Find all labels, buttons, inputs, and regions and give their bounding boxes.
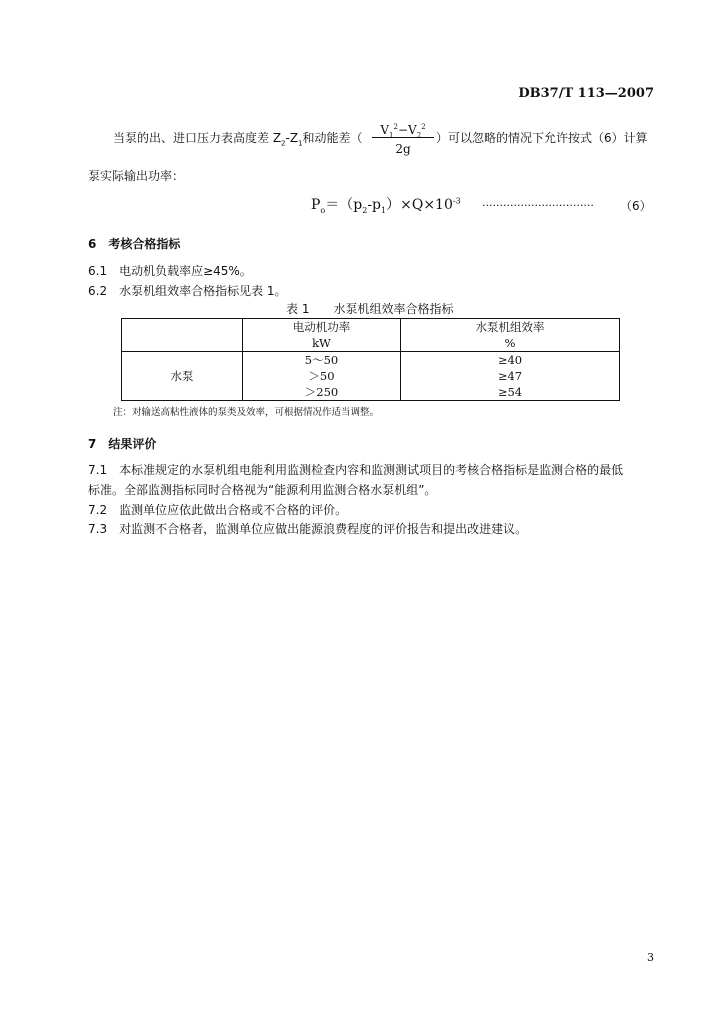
clause-7-1-line1: 7.1 本标准规定的水泵机组电能利用监测检查内容和监测测试项目的考核合格指标是监测合格的最低 bbox=[88, 463, 624, 477]
v2-subscript: 2 bbox=[416, 131, 422, 140]
page-number: 3 bbox=[647, 951, 654, 964]
p1-subscript: 1 bbox=[381, 205, 387, 215]
p2-subscript: 2 bbox=[362, 205, 368, 215]
power-value: 5～50 bbox=[304, 353, 339, 367]
power-symbol: P bbox=[311, 197, 321, 213]
efficiency-values-cell bbox=[401, 352, 620, 401]
power-value: ＞50 bbox=[308, 369, 335, 383]
fraction-bar bbox=[372, 137, 434, 138]
efficiency-value: ≥40 bbox=[497, 353, 523, 367]
formula-eq-open: ＝（p bbox=[325, 197, 363, 213]
table-header-power bbox=[243, 319, 401, 352]
efficiency-header: 水泵机组效率 bbox=[475, 320, 545, 334]
formula-close-times: ）×Q×10 bbox=[386, 197, 453, 213]
table-1-caption: 表 1 水泵机组效率合格指标 bbox=[286, 302, 454, 316]
kinetic-energy-fraction bbox=[372, 118, 434, 157]
formula-exponent: -3 bbox=[452, 196, 461, 206]
clause-6-1: 6.1 电动机负载率应≥45%。 bbox=[88, 264, 252, 278]
z1-subscript: 1 bbox=[298, 139, 303, 148]
table-header-row bbox=[122, 319, 620, 352]
standard-code: DB37/T 113—2007 bbox=[518, 86, 654, 101]
row-label-cell bbox=[122, 352, 243, 401]
power-value: ＞250 bbox=[304, 385, 339, 399]
intro-suffix: 和动能差（ bbox=[302, 131, 363, 145]
table-header-efficiency bbox=[401, 319, 620, 352]
table-row bbox=[122, 352, 620, 401]
pump-label: 水泵 bbox=[170, 369, 194, 383]
clause-6-2: 6.2 水泵机组效率合格指标见表 1。 bbox=[88, 284, 287, 298]
section-7-heading: 7 结果评价 bbox=[88, 437, 157, 451]
v1-superscript: 2 bbox=[393, 123, 398, 131]
formula-intro-line1 bbox=[113, 128, 363, 153]
clause-7-3: 7.3 对监测不合格者，监测单位应做出能源浪费程度的评价报告和提出改进建议。 bbox=[88, 522, 528, 536]
v2-symbol: −V bbox=[397, 123, 417, 137]
formula-leader-dots: ································ bbox=[482, 199, 594, 212]
fraction-denominator: 2g bbox=[395, 142, 411, 156]
intro-z-mid: -Z bbox=[285, 131, 299, 145]
power-values-cell bbox=[243, 352, 401, 401]
formula-intro-after-fraction: ）可以忽略的情况下允许按式（6）计算 bbox=[436, 131, 648, 145]
v2-superscript: 2 bbox=[421, 123, 426, 131]
table-header-empty bbox=[122, 319, 243, 352]
clause-7-2: 7.2 监测单位应依此做出合格或不合格的评价。 bbox=[88, 503, 348, 517]
efficiency-value: ≥54 bbox=[497, 385, 523, 399]
power-unit: kW bbox=[312, 336, 331, 350]
v1-subscript: 1 bbox=[389, 131, 394, 140]
power-header: 电动机功率 bbox=[292, 320, 351, 334]
formula-minus: -p bbox=[367, 197, 382, 213]
efficiency-value: ≥47 bbox=[497, 369, 523, 383]
clause-7-1-line2: 标准。全部监测指标同时合格视为“能源利用监测合格水泵机组”。 bbox=[88, 483, 437, 497]
efficiency-table bbox=[121, 318, 620, 401]
efficiency-unit: % bbox=[504, 336, 516, 350]
formula-intro-line2: 泵实际输出功率： bbox=[88, 169, 185, 183]
section-6-heading: 6 考核合格指标 bbox=[88, 237, 181, 251]
table-note: 注：对输送高粘性液体的泵类及效率，可根据情况作适当调整。 bbox=[113, 407, 380, 418]
v1-symbol: V bbox=[380, 123, 390, 137]
intro-prefix: 当泵的出、进口压力表高度差 Z bbox=[113, 131, 282, 145]
fraction-numerator bbox=[372, 118, 434, 140]
power-subscript: o bbox=[320, 205, 326, 215]
z2-subscript: 2 bbox=[281, 139, 286, 148]
formula-number: （6） bbox=[620, 199, 652, 213]
formula-6 bbox=[311, 194, 461, 215]
